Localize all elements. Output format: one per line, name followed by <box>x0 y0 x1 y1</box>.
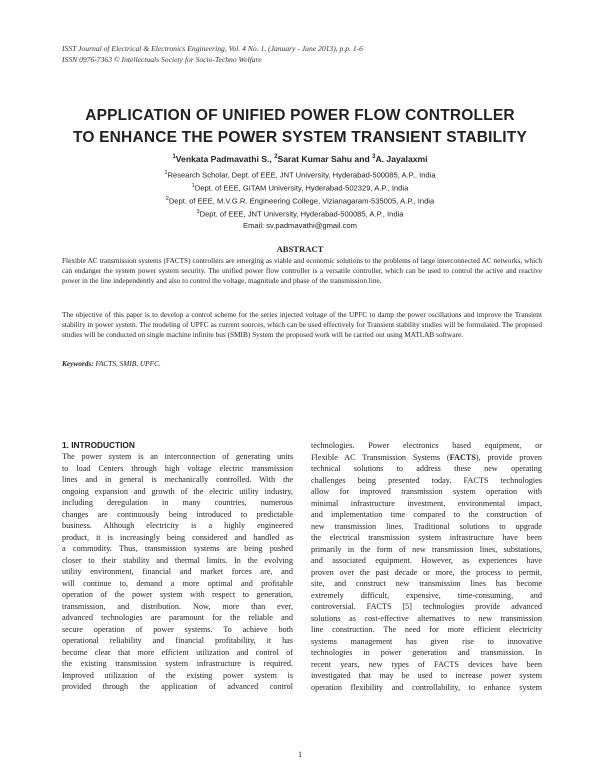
affiliation-3-mark: 2 <box>165 196 169 203</box>
keywords-label: Keywords: <box>62 359 94 368</box>
affiliation-4-mark: 3 <box>196 209 200 216</box>
text-line: new transmission lines. Traditional solutions to upgrade <box>311 521 542 531</box>
text-span: ), provide proven <box>475 452 542 462</box>
author-2-mark: 2 <box>274 154 278 161</box>
title-line-1: APPLICATION OF UNIFIED POWER FLOW CONTROLLER <box>85 107 515 124</box>
keywords <box>62 359 542 368</box>
text-line: technical solutions to address these new operating <box>311 464 542 473</box>
affiliation-1-text: Research Scholar, Dept. of EEE, JNT University, Hyderabad-500085, A.P., India <box>167 170 436 180</box>
text-line: become clear that more efficient utilization and control of <box>62 647 293 657</box>
title-line-2: TO ENHANCE THE POWER SYSTEM TRANSIENT STABILITY <box>72 129 528 146</box>
affiliation-4-text: Dept. of EEE, JNT University, Hyderabad-500085, A.P., India <box>199 209 404 219</box>
text-line: including deregulation in many countries, numerous <box>62 498 293 507</box>
affiliation-1-mark: 1 <box>164 170 168 176</box>
author-1-mark: 1 <box>172 154 176 161</box>
text-line: recent years, new types of FACTS devices have been <box>311 659 542 669</box>
text-line: operation of the power system with respect to generation, <box>62 590 293 599</box>
text-line: transmission, and distribution. Now, more than ever, <box>62 601 293 611</box>
text-line: closer to their stability and thermal limits. In the evolving <box>62 555 293 565</box>
text-line: operation flexibility and controllability, to enhance system <box>311 682 542 692</box>
paper-title <box>30 105 570 149</box>
author-email[interactable]: Email: sv.padmavathi@gmail.com <box>243 220 357 230</box>
author-1: Venkata Padmavathi S., <box>175 154 275 164</box>
text-line: provided through the application of advanced control <box>62 682 293 691</box>
journal-issn: ISSN 0976-7363 © Intellectuals Society for Socio-Techno Welfare <box>62 55 262 64</box>
text-line: The power system is an interconnection of generating units <box>62 452 293 461</box>
text-line: operational reliability and financial profitability, it has <box>62 636 293 645</box>
text-line <box>311 452 542 464</box>
abstract-paragraph-2: The objective of this paper is to develop a control scheme for the series injected voltage of the UPFC to damp the power oscillations and improve the Transient stability in power system. The modeling of UPFC as current sources, which can be used effectively for Transient stability studies will be formulated. The proposed studies will be conducted on single machine infinite bus (SMIB) System the proposed work will be carried out using MATLAB software. <box>62 310 542 340</box>
text-line: lines and in general is mechanically controlled. With the <box>62 475 293 484</box>
text-line: product, it is increasingly being considered and handled as <box>62 532 293 542</box>
text-line: allow for improved transmission system operation with <box>311 487 542 496</box>
text-line: a commodity. Thus, transmission systems are being pushed <box>62 544 293 553</box>
page-number: 1 <box>297 750 303 759</box>
text-line: technologies. Power electronics based equipment, or <box>311 441 542 450</box>
text-line: secure operation of power systems. To achieve both <box>62 624 293 634</box>
author-2: Sarat Kumar Sahu and <box>277 154 373 164</box>
text-line: ongoing expansion and growth of the electric utility industry, <box>62 486 293 496</box>
affiliation-2-mark: 1 <box>191 183 195 190</box>
text-line: line construction. The need for more efficient electricity <box>311 625 542 634</box>
text-line: the existing transmission system infrastructure is required. <box>62 659 293 668</box>
text-line: systems management has given rise to innovative <box>311 636 542 646</box>
affiliation-2-text: Dept. of EEE, GITAM University, Hyderabad-502329, A.P., India <box>194 183 409 193</box>
body-column-left <box>62 451 293 693</box>
text-line: site, and construct new transmission lines has become <box>311 579 542 588</box>
text-line: proven over the past decade or more, the process to permit, <box>311 567 542 577</box>
affiliations <box>30 168 570 231</box>
affiliation-3-text: Dept. of EEE, M.V.G.R. Engineering College, Vizianagaram-535005, A.P., India <box>168 196 435 206</box>
section-heading-introduction: 1. INTRODUCTION <box>62 440 135 450</box>
text-line: advanced technologies are paramount for the reliable and <box>62 613 293 622</box>
text-line: minimal infrastructure investment, environmental impact, <box>311 498 542 508</box>
text-line: the electrical transmission system infrastructure have been <box>311 533 542 542</box>
text-line: challenges being presented today. FACTS technologies <box>311 475 542 485</box>
text-line: and implementation time compared to the construction of <box>311 510 542 519</box>
text-line: and associated equipment. However, as experiences have <box>311 556 542 565</box>
keywords-text: FACTS, SMIB, UPFC. <box>93 359 161 368</box>
author-3: A. Jayalaxmi <box>375 154 428 164</box>
abstract-heading: ABSTRACT <box>276 244 324 254</box>
affiliation-3 <box>30 194 570 207</box>
abstract-paragraph-1: Flexible AC transmission systems (FACTS) controllers are emerging as viable and economic solutions to the problems of large interconnected AC networks, which can endanger the system power system security. The unified power flow controller is a versatile controller, which can be used to control the active and reactive power in the line independently and also to control the voltage, magnitude and phase of the transmission line. <box>62 256 542 286</box>
journal-header <box>62 43 562 65</box>
affiliation-4 <box>30 207 570 220</box>
text-line: changes are continuously being introduced to predictable <box>62 509 293 519</box>
body-column-right <box>311 440 542 693</box>
text-line: solutions as cost-effective alternatives to new transmission <box>311 613 542 623</box>
text-line: investigated that may be used to increase power system <box>311 671 542 680</box>
text-line: utility environment, financial and market forces are, and <box>62 567 293 576</box>
affiliation-1 <box>30 168 570 181</box>
text-line: will continue to, demand a more optimal and profitable <box>62 578 293 588</box>
affiliation-2 <box>30 181 570 194</box>
author-3-mark: 3 <box>372 154 376 161</box>
text-line: primarily in the form of new transmission lines, substations, <box>311 544 542 554</box>
facts-acronym: FACTS <box>449 452 476 462</box>
author-list <box>30 154 570 164</box>
text-span: Flexible AC Transmission Systems ( <box>311 452 450 462</box>
text-line: Improved utilization of the existing power system is <box>62 670 293 680</box>
journal-citation: ISST Journal of Electrical & Electronics Engineering, Vol. 4 No. 1, (January - June 2013), p.p. 1-6 <box>62 44 363 53</box>
text-line: technologies in power generation and transmission. In <box>311 648 542 657</box>
text-line: extremely difficult, expensive, time-consuming, and <box>311 590 542 600</box>
text-line: business. Although electricity is a highly engineered <box>62 521 293 530</box>
text-line: to load Centers through high voltage electric transmission <box>62 463 293 473</box>
text-line: controversial. FACTS [5] technologies provide advanced <box>311 602 542 611</box>
